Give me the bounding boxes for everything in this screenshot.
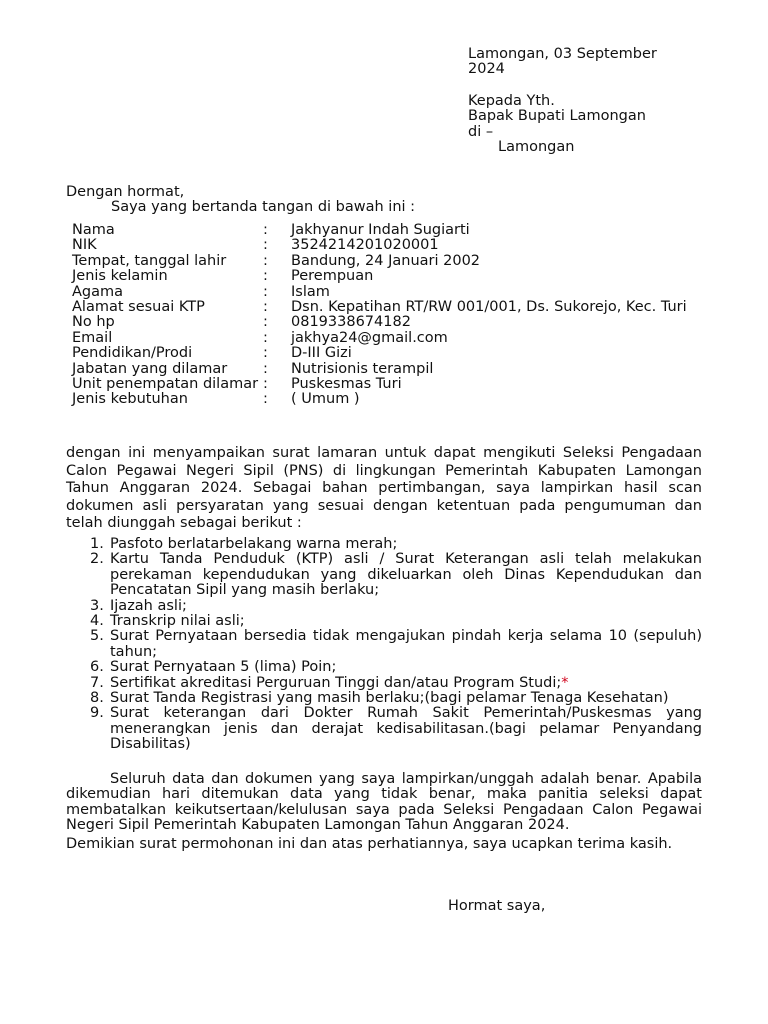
- list-number: 8.: [90, 690, 104, 707]
- info-separator: :: [263, 376, 268, 393]
- info-row: [72, 269, 702, 284]
- list-text: Kartu Tanda Penduduk (KTP) asli / Surat Keterangan asli telah melakukan perekaman kependudukan yang dikeluarkan oleh Dinas Kependudukan dan Pencatatan Sipil yang masih berlaku;: [110, 551, 702, 599]
- list-number: 9.: [90, 705, 104, 722]
- info-label: Alamat sesuai KTP: [72, 299, 205, 316]
- salutation: Dengan hormat,: [66, 184, 185, 200]
- asterisk-mark: *: [561, 674, 569, 691]
- list-item: [66, 599, 702, 614]
- info-row: [72, 238, 702, 253]
- info-label: NIK: [72, 237, 97, 254]
- list-item: [66, 676, 702, 691]
- info-label: Pendidikan/Prodi: [72, 345, 193, 362]
- list-item: [66, 614, 702, 629]
- intro-line: Saya yang bertanda tangan di bawah ini :: [111, 199, 416, 215]
- list-item: [66, 552, 702, 598]
- info-row: [72, 346, 702, 361]
- info-value: Islam: [291, 283, 330, 300]
- recipient-name: Bapak Bupati Lamongan: [468, 108, 646, 125]
- info-row: [72, 331, 702, 346]
- list-text: Surat keterangan dari Dokter Rumah Sakit Pemerintah/Puskesmas yang menerangkan jenis dan derajat kedisabilitasan.(bagi pelamar Penyandang Disabilitas): [110, 705, 702, 753]
- info-value: Puskesmas Turi: [291, 376, 402, 393]
- info-row: [72, 254, 702, 269]
- requirements-list: [66, 537, 702, 753]
- info-separator: :: [263, 252, 268, 269]
- info-value: ( Umum ): [291, 391, 360, 408]
- info-label: Jenis kebutuhan: [72, 391, 188, 408]
- list-text: Surat Tanda Registrasi yang masih berlaku;(bagi pelamar Tenaga Kesehatan): [110, 690, 669, 707]
- info-value: 0819338674182: [291, 314, 411, 331]
- info-value: D-III Gizi: [291, 345, 352, 362]
- application-paragraph: dengan ini menyampaikan surat lamaran untuk dapat mengikuti Seleksi Pengadaan Calon Pegawai Negeri Sipil (PNS) di lingkungan Pemerintah Kabupaten Lamongan Tahun Anggaran 2024. Sebagai bahan pertimbangan, saya lampirkan hasil scan dokumen asli persyaratan yang sesuai dengan ketentuan pada pengumuman dan telah diunggah sebagai berikut :: [66, 445, 702, 531]
- info-value: Bandung, 24 Januari 2002: [291, 252, 481, 269]
- info-value: Perempuan: [291, 268, 374, 285]
- info-row: [72, 362, 702, 377]
- info-label: Email: [72, 329, 113, 346]
- list-number: 7.: [90, 674, 104, 691]
- list-number: 1.: [90, 536, 104, 552]
- info-label: Jabatan yang dilamar: [72, 360, 228, 377]
- info-row: [72, 223, 702, 238]
- list-text: Ijazah asli;: [110, 597, 187, 614]
- closing-salutation: Hormat saya,: [448, 898, 546, 914]
- list-number: 3.: [90, 597, 104, 614]
- info-row: [72, 285, 702, 300]
- info-label: Unit penempatan dilamar: [72, 376, 259, 393]
- list-text: Surat Pernyataan bersedia tidak mengajukan pindah kerja selama 10 (sepuluh) tahun;: [110, 628, 702, 660]
- list-item: [66, 629, 702, 660]
- list-item: [66, 537, 702, 552]
- info-label: Tempat, tanggal lahir: [72, 252, 227, 269]
- place-date: Lamongan, 03 September 2024: [468, 46, 657, 78]
- info-label: Jenis kelamin: [72, 268, 168, 285]
- info-separator: :: [263, 268, 268, 285]
- info-label: Agama: [72, 283, 124, 300]
- info-row: [72, 300, 702, 315]
- info-value: Nutrisionis terampil: [291, 360, 434, 377]
- info-separator: :: [263, 329, 268, 346]
- list-text: Pasfoto berlatarbelakang warna merah;: [110, 536, 398, 552]
- info-value: Jakhyanur Indah Sugiarti: [291, 222, 470, 238]
- info-separator: :: [263, 391, 268, 408]
- info-separator: :: [263, 299, 268, 316]
- closing-paragraph: Demikian surat permohonan ini dan atas perhatiannya, saya ucapkan terima kasih.: [66, 836, 673, 852]
- info-separator: :: [263, 222, 268, 238]
- info-separator: :: [263, 237, 268, 254]
- info-separator: :: [263, 314, 268, 331]
- statement-paragraph: Seluruh data dan dokumen yang saya lampirkan/unggah adalah benar. Apabila dikemudian hari ditemukan data yang tidak benar, maka panitia seleksi dapat membatalkan keikutsertaan/kelulusan saya pada Seleksi Pengadaan Calon Pegawai Negeri Sipil Pemerintah Kabupaten Lamongan Tahun Anggaran 2024.: [66, 771, 702, 834]
- info-value: jakhya24@gmail.com: [291, 329, 448, 346]
- info-separator: :: [263, 283, 268, 300]
- info-value: Dsn. Kepatihan RT/RW 001/001, Ds. Sukorejo, Kec. Turi: [291, 299, 687, 316]
- recipient-block: [468, 94, 688, 156]
- recipient-to: Kepada Yth.: [468, 93, 555, 109]
- applicant-info-table: [72, 223, 702, 408]
- list-item: [66, 660, 702, 675]
- info-label: No hp: [72, 314, 115, 331]
- list-number: 6.: [90, 659, 104, 676]
- list-text: Transkrip nilai asli;: [110, 613, 245, 630]
- info-row: [72, 315, 702, 330]
- list-number: 4.: [90, 613, 104, 630]
- info-row: [72, 377, 702, 392]
- recipient-at: di –: [468, 123, 494, 140]
- list-number: 5.: [90, 628, 104, 645]
- list-text: Sertifikat akreditasi Perguruan Tinggi dan/atau Program Studi;: [110, 674, 562, 691]
- list-item: [66, 691, 702, 706]
- info-separator: :: [263, 360, 268, 377]
- recipient-city: Lamongan: [498, 139, 575, 156]
- list-text: Surat Pernyataan 5 (lima) Poin;: [110, 659, 337, 676]
- info-value: 3524214201020001: [291, 237, 439, 254]
- info-row: [72, 392, 702, 407]
- list-item: [66, 706, 702, 752]
- info-label: Nama: [72, 222, 115, 238]
- info-separator: :: [263, 345, 268, 362]
- list-number: 2.: [90, 551, 104, 568]
